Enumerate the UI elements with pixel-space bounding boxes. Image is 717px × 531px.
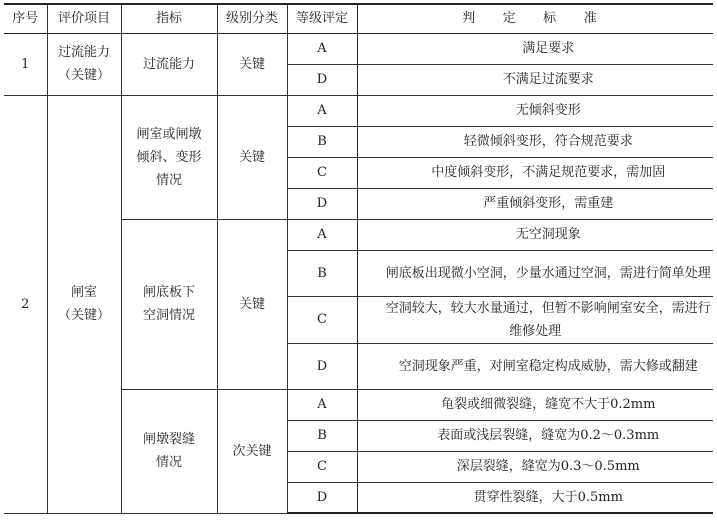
- indicator-line: 情况: [155, 172, 182, 188]
- standard-cell: 空洞较大，较大水量通过，但暂不影响闸室安全，需进行维修处理: [357, 296, 713, 343]
- item-cell: [47, 33, 121, 95]
- header-row: [4, 4, 713, 33]
- standard-cell: 满足要求: [357, 33, 713, 64]
- header-indicator: 指标: [121, 4, 217, 33]
- item-line: 过流能力: [57, 45, 110, 60]
- indicator-cell: [121, 219, 217, 389]
- level-class-cell: 次关键: [217, 389, 287, 513]
- item-line: 闸室: [70, 285, 97, 300]
- grade-cell: B: [287, 250, 357, 296]
- indicator-cell: [121, 33, 217, 95]
- standard-cell: 深层裂缝，缝宽为0.3～0.5mm: [357, 451, 713, 482]
- grade-cell: D: [287, 188, 357, 219]
- indicator-line: 情况: [155, 455, 182, 470]
- standard-cell: 龟裂或细微裂缝，缝宽不大于0.2mm: [357, 389, 713, 420]
- grade-cell: A: [287, 219, 357, 250]
- standard-cell: 中度倾斜变形，不满足规范要求，需加固: [357, 157, 713, 188]
- grade-standard-table: [4, 3, 713, 514]
- grade-cell: A: [287, 95, 357, 126]
- indicator-line: 空洞情况: [142, 308, 195, 323]
- grade-cell: A: [287, 389, 357, 420]
- level-class-cell: 关键: [217, 33, 287, 95]
- table-row: [4, 33, 713, 64]
- table-row: [4, 95, 713, 126]
- level-class-cell: 关键: [217, 95, 287, 219]
- header-standard: 判 定 标 准: [357, 4, 713, 33]
- grade-cell: D: [287, 343, 357, 389]
- grade-cell: C: [287, 157, 357, 188]
- header-level-class: 级别分类: [217, 4, 287, 33]
- seq-cell: 2: [4, 95, 47, 513]
- header-seq: 序号: [4, 4, 47, 33]
- indicator-cell: [121, 95, 217, 219]
- item-cell: [47, 95, 121, 513]
- seq-cell: 1: [4, 33, 47, 95]
- grade-cell: C: [287, 296, 357, 343]
- standard-cell: 表面或浅层裂缝，缝宽为0.2～0.3mm: [357, 420, 713, 451]
- indicator-line: 闸墩裂缝: [142, 432, 195, 447]
- header-grade: 等级评定: [287, 4, 357, 33]
- indicator-line: 过流能力: [142, 56, 195, 72]
- grade-cell: C: [287, 451, 357, 482]
- standard-cell: 无倾斜变形: [357, 95, 713, 126]
- header-item: 评价项目: [47, 4, 121, 33]
- standard-cell: 严重倾斜变形，需重建: [357, 188, 713, 219]
- standard-cell: 贯穿性裂缝，大于0.5mm: [357, 482, 713, 513]
- standard-cell: 闸底板出现微小空洞，少量水通过空洞，需进行简单处理: [357, 250, 713, 296]
- item-line: （关键）: [57, 308, 110, 323]
- level-class-cell: 关键: [217, 219, 287, 389]
- standard-cell: 空洞现象严重，对闸室稳定构成威胁，需大修或翻建: [357, 343, 713, 389]
- grade-cell: B: [287, 420, 357, 451]
- grade-cell: D: [287, 64, 357, 95]
- grade-cell: B: [287, 126, 357, 157]
- indicator-line: 倾斜、变形: [136, 149, 202, 165]
- indicator-line: 闸底板下: [142, 285, 195, 300]
- indicator-cell: [121, 389, 217, 513]
- item-line: （关键）: [57, 68, 110, 83]
- grade-cell: D: [287, 482, 357, 513]
- indicator-line: 闸室或闸墩: [136, 126, 202, 142]
- grade-cell: A: [287, 33, 357, 64]
- standard-cell: 轻微倾斜变形，符合规范要求: [357, 126, 713, 157]
- standard-cell: 不满足过流要求: [357, 64, 713, 95]
- standard-cell: 无空洞现象: [357, 219, 713, 250]
